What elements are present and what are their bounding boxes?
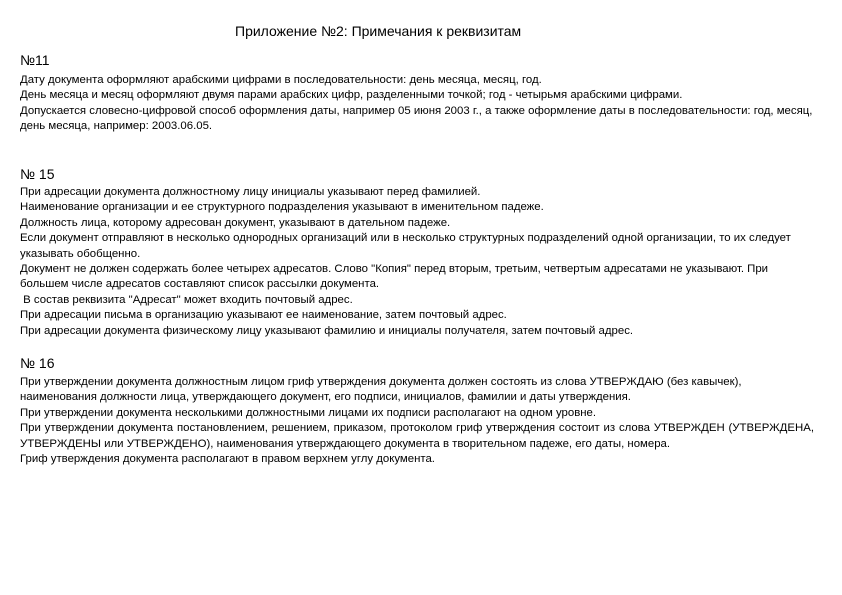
section-15-paragraph-6: В состав реквизита "Адресат" может входить почтовый адрес.	[20, 293, 353, 306]
section-15-paragraph-4: Если документ отправляют в несколько однородных организаций или в несколько структурных подразделений одной организации, то их следует указывать обобщенно.	[20, 232, 791, 260]
section-15-paragraph-1: При адресации документа должностному лицу инициалы указывают перед фамилией.	[20, 186, 481, 198]
section-11	[20, 52, 814, 135]
section-16-paragraph-2: При утверждении документа несколькими должностными лицами их подписи располагают на одном уровне.	[20, 406, 597, 419]
section-16	[20, 355, 814, 467]
section-15-paragraph-5: Документ не должен содержать более четырех адресатов. Слово "Копия" перед вторым, третьим, четвертым адресатами не указывают. При большем числе адресатов составляют список рассылки документа.	[20, 263, 769, 291]
section-11-paragraph-3: Допускается словесно-цифровой способ оформления даты, например 05 июня 2003 г., а также оформление даты в последовательности: год, месяц, день месяца, например: 2003.06.05.	[20, 104, 813, 133]
section-11-paragraph-2: День месяца и месяц оформляют двумя парами арабских цифр, разделенными точкой; год - четырьмя арабскими цифрами.	[20, 89, 683, 102]
section-heading: № 16	[20, 355, 55, 371]
section-11-paragraph-1: Дату документа оформляют арабскими цифрами в последовательности: день месяца, месяц, год.	[20, 74, 542, 86]
section-heading: № 15	[20, 166, 55, 182]
section-15-paragraph-8: При адресации документа физическому лицу указывают фамилию и инициалы получателя, затем почтовый адрес.	[20, 324, 634, 337]
section-16-paragraph-4: Гриф утверждения документа располагают в правом верхнем углу документа.	[20, 453, 435, 466]
section-15-paragraph-7: При адресации письма в организацию указывают ее наименование, затем почтовый адрес.	[20, 309, 507, 322]
section-15	[20, 166, 814, 339]
section-15-paragraph-2: Наименование организации и ее структурного подразделения указывают в именительном падеже.	[20, 201, 544, 214]
section-16-paragraph-3: При утверждении документа постановлением, решением, приказом, протоколом гриф утверждения состоит из слова УТВЕРЖДЕН (УТВЕРЖДЕНА, УТВЕРЖДЕНЫ или УТВЕРЖДЕНО), наименования утверждающего документа в творительном падеже, его даты, номера.	[20, 422, 814, 450]
section-15-paragraph-3: Должность лица, которому адресован документ, указывают в дательном падеже.	[20, 216, 451, 229]
section-16-paragraph-1: При утверждении документа должностным лицом гриф утверждения документа должен состоять из слова УТВЕРЖДАЮ (без кавычек), наименования должности лица, утверждающего документ, его подписи, инициалов, фамилии и даты утверждения.	[20, 376, 742, 404]
page-title: Приложение №2: Примечания к реквизитам	[235, 23, 522, 39]
section-heading: №11	[20, 52, 50, 68]
